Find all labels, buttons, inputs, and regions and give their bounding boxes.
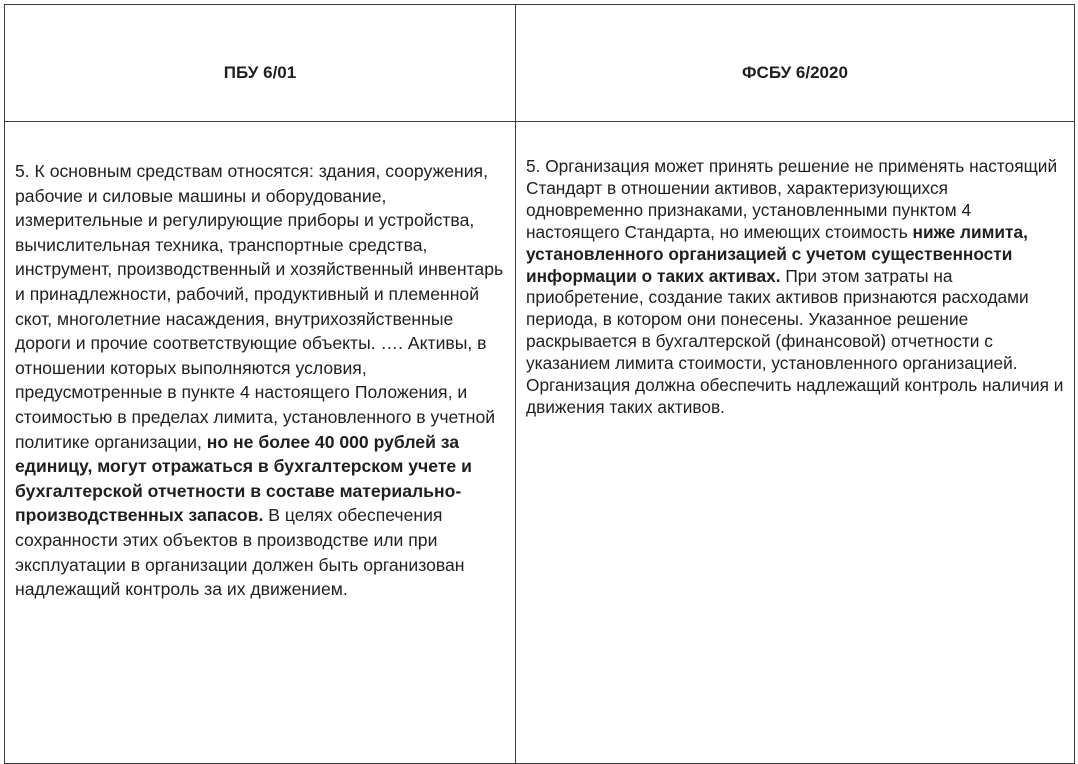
pbu-clause-bold: но не более 40 000 рублей за единицу, могут отражаться в бухгалтерском учете и бухгалтерской отчетности в составе материально-производственных запасов. bbox=[15, 431, 472, 526]
fsbu-clause-bold: ниже лимита, установленного организацией с учетом существенности информации о таких активах. bbox=[526, 221, 1028, 286]
fsbu-clause-text bbox=[516, 122, 1074, 419]
pbu-clause-text bbox=[5, 122, 515, 602]
fsbu-clause-part-2: При этом затраты на приобретение, создание таких активов признаются расходами периода, в котором они понесены. Указанное решение раскрывается в бухгалтерской (финансовой) отчетности с указанием лимита стоимости, установленного организацией. Организация должна обеспечить надлежащий контроль наличия и движения таких активов. bbox=[526, 265, 1064, 417]
cell-pbu-6-01-clause bbox=[5, 122, 516, 764]
header-fsbu-6-2020 bbox=[516, 5, 1075, 122]
header-pbu-6-01 bbox=[5, 5, 516, 122]
pbu-clause-part-1: 5. К основным средствам относятся: здания, сооружения, рабочие и силовые машины и оборудование, измерительные и регулирующие приборы и устройства, вычислительная техника, транспортные средства, инструмент, производственный и хозяйственный инвентарь и принадлежности, рабочий, продуктивный и племенной скот, многолетние насаждения, внутрихозяйственные дороги и прочие соответствующие объекты. …. Активы, в отношении которых выполняются условия, предусмотренные в пункте 4 настоящего Положения, и стоимостью в пределах лимита, установленного в учетной политике организации, bbox=[15, 161, 504, 452]
fsbu-clause-part-1: 5. Организация может принять решение не применять настоящий Стандарт в отношении активов, характеризующихся одновременно признаками, установленными пунктом 4 настоящего Стандарта, но имеющих стоимость bbox=[526, 156, 1058, 242]
header-fsbu-6-2020-text: ФСБУ 6/2020 bbox=[742, 63, 848, 82]
comparison-table bbox=[4, 4, 1075, 764]
pbu-clause-part-2: В целях обеспечения сохранности этих объектов в производстве или при эксплуатации в организации должен быть организован надлежащий контроль за их движением. bbox=[15, 505, 465, 600]
header-pbu-6-01-text: ПБУ 6/01 bbox=[223, 63, 297, 82]
content-row bbox=[5, 122, 1075, 764]
cell-fsbu-6-2020-clause bbox=[516, 122, 1075, 764]
header-row bbox=[5, 5, 1075, 122]
